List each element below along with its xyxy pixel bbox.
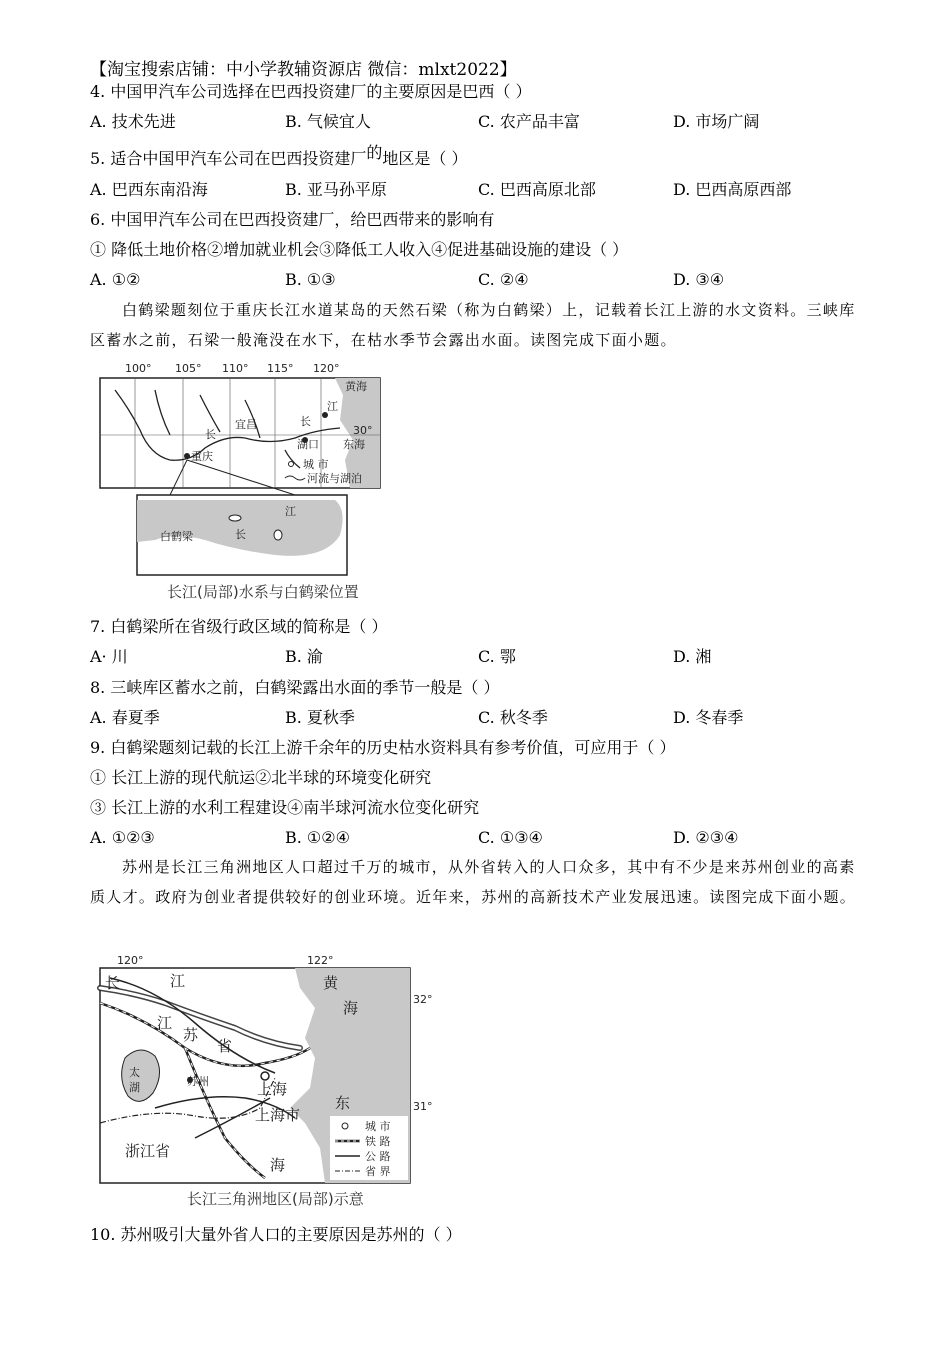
q8-option-d: D. 冬春季 (673, 708, 744, 727)
map1-label-hukou: 湖口 (297, 438, 319, 451)
map2-label-sheng: 省 (217, 1037, 233, 1055)
map1-lon-115: 115° (267, 362, 294, 375)
map2-label-huang: 黄 (323, 974, 339, 992)
map2-legend-rail: 铁 路 (365, 1135, 391, 1148)
q9-option-a: A. ①②③ (90, 828, 155, 847)
q5-option-d: D. 巴西高原西部 (673, 180, 792, 199)
map1-label-latitude: 30° (353, 424, 373, 437)
q6-option-b: B. ①③ (285, 270, 336, 289)
q8-option-c: C. 秋冬季 (478, 708, 548, 727)
question-6-stem: 6. 中国甲汽车公司在巴西投资建厂，给巴西带来的影响有 (90, 210, 495, 229)
map2-label-shanghaishi: 上海市 (255, 1106, 301, 1124)
header-banner: 【淘宝搜索店铺：中小学教辅资源店 微信：mlxt2022】 (90, 60, 517, 80)
map2-label-hu: 湖 (129, 1081, 140, 1094)
passage-suzhou: 苏州是长江三角洲地区人口超过千万的城市，从外省转入的人口众多，其中有不少是来苏州创业的高素质人才。政府为创业者提供较好的创业环境。近年来，苏州的高新技术产业发展迅速。读图完成下面小题。 (90, 858, 857, 906)
map1-legend-city: 城 市 (303, 458, 329, 471)
q8-option-b: B. 夏秋季 (285, 708, 355, 727)
q5-stem-part-c: 地区是（ ） (382, 149, 468, 168)
map2-lon-120: 120° (117, 954, 144, 967)
map2-legend-road: 公 路 (365, 1150, 391, 1163)
passage-baiheliang: 白鹤梁题刻位于重庆长江水道某岛的天然石梁（称为白鹤梁）上，记载着长江上游的水文资料。三峡库区蓄水之前，石梁一般淹没在水下，在枯水季节会露出水面。读图完成下面小题。 (90, 301, 856, 349)
map2-label-hai-upper: 海 (343, 999, 359, 1017)
q9-option-c: C. ①③④ (478, 828, 543, 847)
yangtze-map-figure (95, 360, 415, 605)
map2-label-hai-lower: 海 (270, 1156, 286, 1174)
question-4-stem: 4. 中国甲汽车公司选择在巴西投资建厂的主要原因是巴西（ ） (90, 82, 532, 101)
map1-label-baiheliang: 白鹤梁 (160, 530, 193, 543)
map2-label-jiang: 江 (157, 1014, 173, 1032)
q5-option-c: C. 巴西高原北部 (478, 180, 596, 199)
q5-option-a: A. 巴西东南沿海 (90, 180, 208, 199)
map1-inset-chang: 长 (235, 528, 246, 541)
question-7-stem: 7. 白鹤梁所在省级行政区域的简称是（ ） (90, 617, 388, 636)
q5-stem-part-a: 5. 适合中国甲汽车公司在巴西投资建厂 (90, 149, 367, 168)
map2-lat-31: 31° (413, 1100, 433, 1113)
map2-legend-city: 城 市 (365, 1120, 391, 1133)
map1-label-chang: 长 (205, 428, 216, 441)
map1-label-chang-upper: 长 (300, 415, 311, 428)
yangtze-delta-map-figure (95, 948, 445, 1213)
map2-label-chang: 长 (105, 974, 121, 992)
question-9-statements-2: ③ 长江上游的水利工程建设④南半球河流水位变化研究 (90, 798, 480, 817)
question-9-stem: 9. 白鹤梁题刻记载的长江上游千余年的历史枯水资料具有参考价值，可应用于（ ） (90, 738, 676, 757)
map2-caption: 长江三角洲地区(局部)示意 (187, 1190, 364, 1208)
map1-lon-100: 100° (125, 362, 152, 375)
q5-option-b: B. 亚马孙平原 (285, 180, 387, 199)
question-10-stem: 10. 苏州吸引大量外省人口的主要原因是苏州的（ ） (90, 1225, 462, 1244)
map2-lon-122: 122° (307, 954, 334, 967)
q9-option-d: D. ②③④ (673, 828, 739, 847)
map1-inset-jiang: 江 (285, 505, 296, 518)
question-5-stem (90, 143, 468, 169)
q7-option-c: C. 鄂 (478, 647, 516, 666)
map1-legend-river: 河流与湖泊 (307, 472, 362, 485)
map1-lon-105: 105° (175, 362, 202, 375)
map1-label-jiang-upper: 江 (327, 400, 338, 413)
q6-option-d: D. ③④ (673, 270, 725, 289)
map2-label-zhejiang: 浙江省 (125, 1142, 171, 1160)
question-9-statements-1: ① 长江上游的现代航运②北半球的环境变化研究 (90, 768, 432, 787)
map1-lon-120: 120° (313, 362, 340, 375)
q6-option-c: C. ②④ (478, 270, 529, 289)
q7-option-b: B. 渝 (285, 647, 323, 666)
q5-stem-raised-char: 的 (366, 143, 383, 162)
q7-option-d: D. 湘 (673, 647, 712, 666)
map2-label-dong: 东 (335, 1094, 351, 1112)
map2-label-shanghai: 上海 (257, 1080, 288, 1098)
map1-caption: 长江(局部)水系与白鹤梁位置 (167, 583, 359, 601)
map1-label-yichang: 宜昌 (235, 418, 257, 431)
q6-option-a: A. ①② (90, 270, 141, 289)
map2-label-tai: 太 (129, 1066, 140, 1079)
map2-label-suzhou: 苏州 (187, 1075, 209, 1088)
map2-lat-32: 32° (413, 993, 433, 1006)
q4-option-c: C. 农产品丰富 (478, 112, 580, 131)
q4-option-b: B. 气候宜人 (285, 112, 371, 131)
map1-label-donghai: 东海 (343, 438, 365, 451)
q8-option-a: A. 春夏季 (90, 708, 160, 727)
question-8-stem: 8. 三峡库区蓄水之前，白鹤梁露出水面的季节一般是（ ） (90, 678, 500, 697)
map1-label-huanghai: 黄海 (345, 380, 367, 393)
map1-label-chongqing: 重庆 (191, 450, 213, 463)
question-6-statements: ① 降低土地价格②增加就业机会③降低工人收入④促进基础设施的建设（ ） (90, 240, 629, 259)
map2-label-jiang-upper: 江 (170, 972, 186, 990)
map2-label-su: 苏 (183, 1026, 199, 1044)
map1-lon-110: 110° (222, 362, 249, 375)
q7-option-a: A· 川 (90, 647, 128, 666)
q9-option-b: B. ①②④ (285, 828, 350, 847)
q4-option-a: A. 技术先进 (90, 112, 176, 131)
q4-option-d: D. 市场广阔 (673, 112, 760, 131)
map2-legend-border: 省 界 (365, 1165, 391, 1178)
